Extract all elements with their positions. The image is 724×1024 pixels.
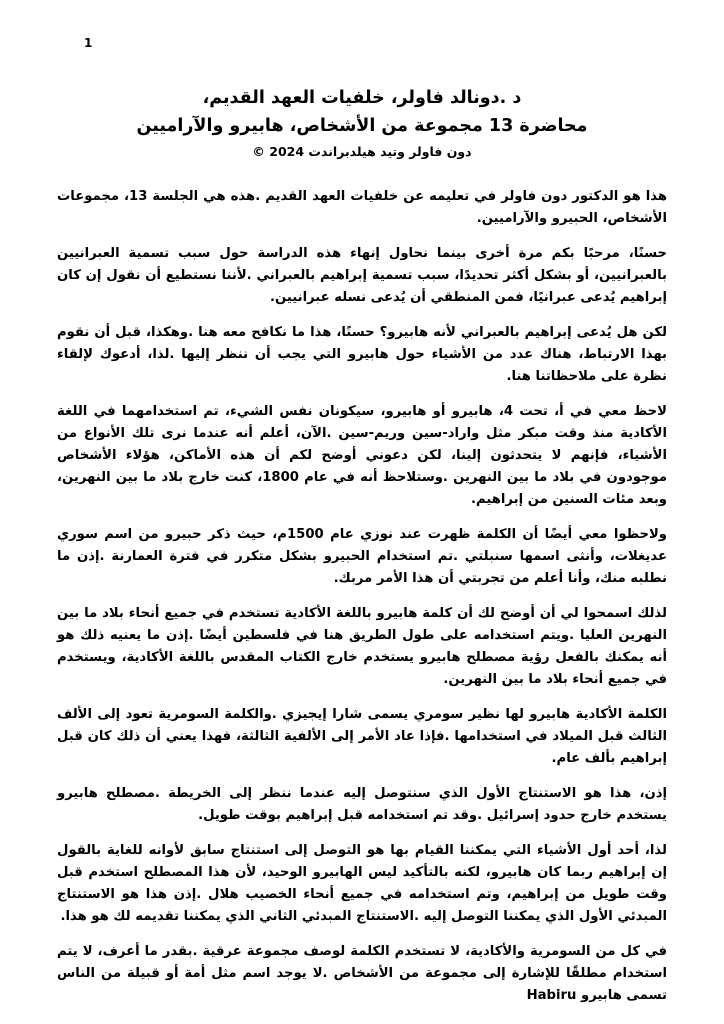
document-title-line-2: محاضرة 13 مجموعة من الأشخاص، هابيرو والآراميين xyxy=(136,116,588,136)
body-paragraph: لذلك اسمحوا لي أن أوضح لك أن كلمة هابيرو باللغة الأكادية تستخدم في جميع أنحاء بلاد ما بين النهرين العليا .ويتم استخدامه على طول الطريق هنا في فلسطين أيضًا .إذن ما يعنيه ذلك هو أنه يمكنك بالفعل رؤية مصطلح هابيرو يستخدم خارج الكتاب المقدس باللغة الأكادية، ويستخدم في جميع أنحاء بلاد ما بين النهرين. xyxy=(57,606,667,687)
body-paragraph: في كل من السومرية والأكادية، لا تستخدم الكلمة لوصف مجموعة عرقية .بقدر ما أعرف، لا يتم استخدام مطلقًا للإشارة إلى مجموعة من الأشخاص .لا يوجد اسم مثل أمة أو قبيلة من الناس تسمى هابيرو Habiru xyxy=(57,944,667,1003)
document-body xyxy=(57,186,667,1007)
title-block xyxy=(57,84,667,162)
body-paragraph: لذا، أحد أول الأشياء التي يمكننا القيام بها هو التوصل إلى استنتاج سابق لأوانه للغاية بالقول إن إبراهيم ربما كان هابيرو، لكنه بالتأكيد ليس الهابيرو الوحيد، لأن هذا المصطلح استخدم قبل وقت طويل من إبراهيم، وتم استخدامه في جميع أنحاء الخصيب هلال .إذن هذا هو الاستنتاج المبدئي الأول الذي يمكننا التوصل إليه .الاستنتاج المبدئي الثاني الذي يمكننا تقديمه لك هو هذا. xyxy=(57,843,667,924)
body-paragraph: الكلمة الأكادية هابيرو لها نظير سومري يسمى شارا إيجيزي .والكلمة السومرية تعود إلى الألف الثالث قبل الميلاد في استخدامها .فإذا عاد الأمر إلى الألفية الثالثة، فهذا يعني أن ذلك كان قبل إبراهيم بألف عام. xyxy=(57,707,667,766)
body-paragraph: ولاحظوا معي أيضًا أن الكلمة ظهرت عند نوزي عام 1500م، حيث ذكر حبيرو من اسم سوري عديغلات، وأنثى اسمها سنبلتي .تم استخدام الحبيرو بشكل متكرر في فترة العمارنة .إذن ما نطلبه منك، وأنا أعلم من تجربتي أن هذا الأمر مربك. xyxy=(57,527,667,586)
body-paragraph: هذا هو الدكتور دون فاولر في تعليمه عن خلفيات العهد القديم .هذه هي الجلسة 13، مجموعات الأشخاص، الحبيرو والآراميين. xyxy=(57,189,668,226)
body-paragraph: حسنًا، مرحبًا بكم مرة أخرى بينما نحاول إنهاء هذه الدراسة حول سبب تسمية العبرانيين بالعبرانيين، أو بشكل أكثر تحديدًا، سبب تسمية إبراهيم بالعبراني .لأننا نستطيع أن نقول إن كان إبراهيم يُدعى عبرانيًا، فمن المنطقي أن يُدعى نسله عبرانيين. xyxy=(57,246,667,305)
body-paragraph: إذن، هذا هو الاستنتاج الأول الذي سنتوصل إليه عندما ننظر إلى الخريطة .مصطلح هابيرو يستخدم خارج حدود إسرائيل .وقد تم استخدامه قبل إبراهيم بوقت طويل. xyxy=(57,786,667,823)
document-content xyxy=(57,84,667,1020)
page-number: 1 xyxy=(84,36,93,50)
body-paragraph: لاحظ معي في أ، تحت 4، هابيرو أو هابيرو، سيكونان نفس الشيء، تم استخدامهما في اللغة الأكادية منذ وقت مبكر مثل واراد-سين وريم-سين .الآن، أعلم أنه عندما نرى تلك الأنواع من الأشياء، فإنهم لا يتحدثون إلينا، لكن دعوني أوضح لكم أن هذه الأماكن، هؤلاء الأشخاص موجودون في بلاد ما بين النهرين .وستلاحظ أنه في عام 1800، كنت خارج بلاد ما بين النهرين، وبعد مئات السنين من إبراهيم. xyxy=(57,404,667,507)
document-title-line-1: د .دونالد فاولر، خلفيات العهد القديم، xyxy=(202,88,522,108)
body-paragraph: لكن هل يُدعى إبراهيم بالعبراني لأنه هابيرو؟ حسنًا، هذا ما نكافح معه هنا .وهكذا، قبل أن نقوم بهذا الارتباط، هناك عدد من الأشياء حول هابيرو التي يجب أن ننظر إليها .لذا، أدعوك لإلقاء نظرة على ملاحظاتنا هنا. xyxy=(57,325,667,384)
byline-copyright: دون فاولر وتيد هيلدبراندت 2024 © xyxy=(252,144,472,159)
